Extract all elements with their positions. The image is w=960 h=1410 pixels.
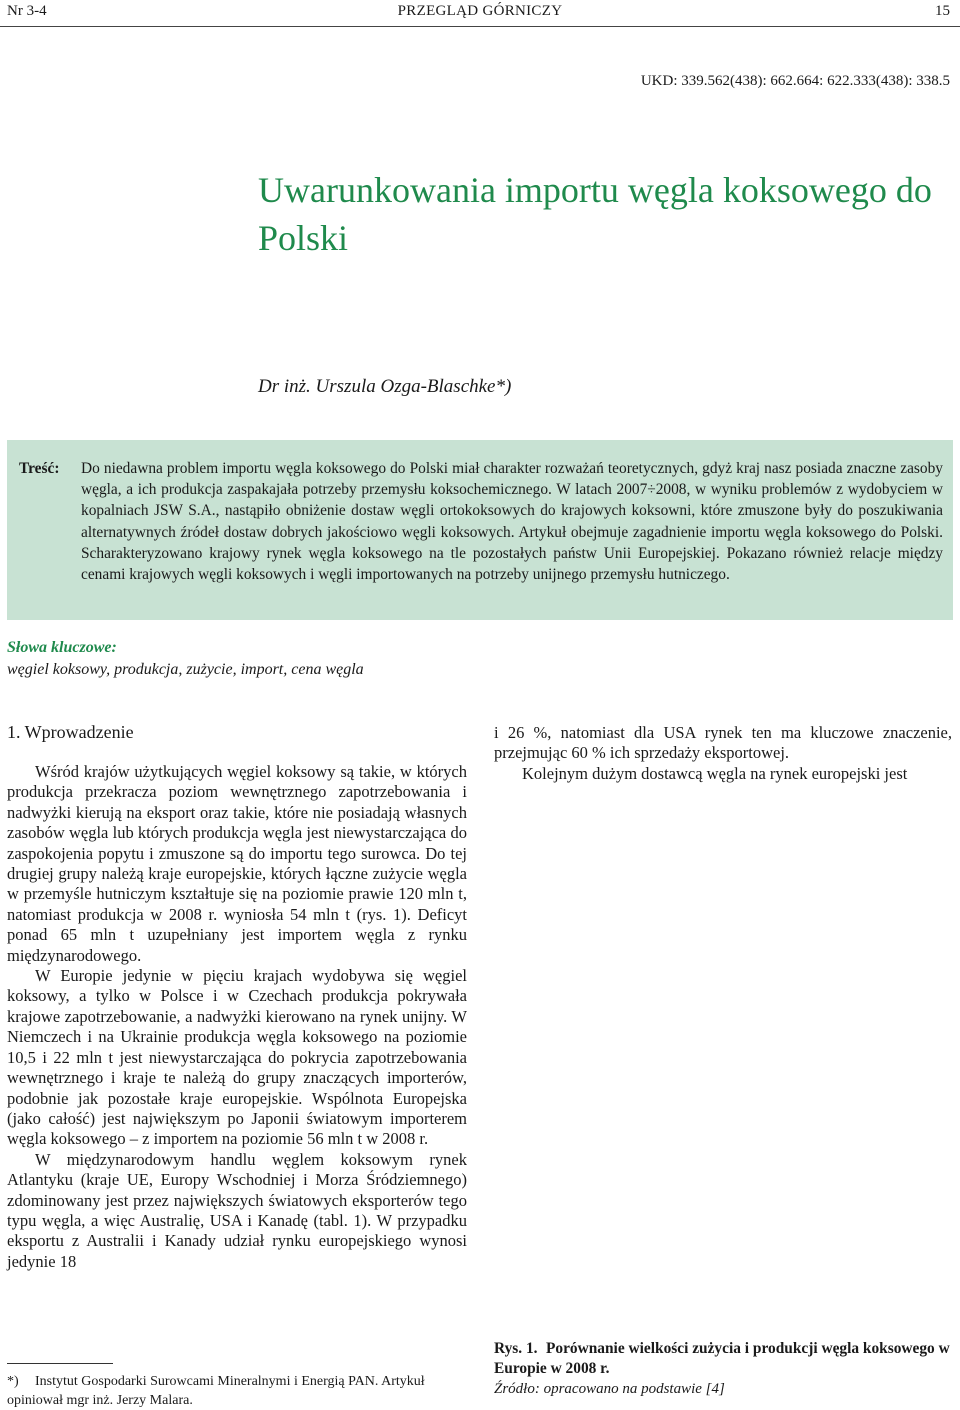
footnote-divider (7, 1363, 113, 1364)
right-column (494, 723, 952, 784)
article-title: Uwarunkowania importu węgla koksowego do Polski (258, 170, 932, 258)
body-paragraph: Kolejnym dużym dostawcą węgla na rynek europejski jest (522, 763, 908, 783)
body-paragraph: i 26 %, natomiast dla USA rynek ten ma kluczowe znaczenie, przejmując 60 % ich sprzedaży eksportowej. (494, 723, 952, 763)
footnote-text: Instytut Gospodarki Surowcami Mineralnymi i Energią PAN. Artykuł opiniował mgr inż. Jerzy Malara. (7, 1374, 425, 1408)
left-column (7, 762, 467, 1272)
journal-issue: Nr 3-4 (7, 3, 47, 19)
body-paragraph: W międzynarodowym handlu węglem koksowym rynek Atlantyku (kraje UE, Europy Wschodniej i Morza Śródziemnego) zdominowany jest przez największych światowych eksporterów tego typu węgla, a więc Australię, USA i Kanadę (tabl. 1). W przypadku eksportu z Australii i Kanady udział rynku europejskiego wynosi jedynie 18 (7, 1149, 467, 1271)
figure-caption-text: Porównanie wielkości zużycia i produkcji węgla koksowego w Europie w 2008 r. (494, 1340, 950, 1377)
figure-source: Źródło: opracowano na podstawie [4] (494, 1381, 725, 1397)
abstract-label: Treść: (19, 460, 60, 477)
page-number: 15 (935, 3, 950, 19)
figure-number: Rys. 1. (494, 1340, 538, 1357)
figure-caption (494, 1339, 952, 1379)
header-divider (0, 26, 960, 27)
udc-code: UKD: 339.562(438): 662.664: 622.333(438): 338.5 (640, 73, 950, 89)
keywords-label: Słowa kluczowe: (7, 639, 117, 656)
abstract-box (7, 440, 953, 620)
article-author: Dr inż. Urszula Ozga-Blaschke*) (258, 376, 512, 397)
journal-name: PRZEGLĄD GÓRNICZY (397, 3, 563, 19)
section-title: 1. Wprowadzenie (7, 722, 134, 742)
abstract-text: Do niedawna problem importu węgla koksowego do Polski miał charakter rozważań teoretycznych, gdyż kraj nasz posiada znaczne zasoby węgla, a ich produkcja zaspakajała potrzeby przemysłu koksochemicznego. W latach 2007÷2008, w wyniku problemów z wydobyciem w kopalniach JSW S.A., nastąpiło obniżenie dostaw węgli ortokoksowych do krajowych koksowni, które zmuszone były do poszukiwania alternatywnych źródeł dostaw dobrych jakościowo węgli koksowych. Artykuł obejmuje zagadnienie importu węgla koksowego do Polski. Scharakteryzowano krajowy rynek węgla koksowego na tle pozostałych państw Unii Europejskiej. Pokazano również relacje między cenami krajowych węgli koksowych i węgli importowanych na potrzeby unijnego przemysłu hutniczego. (81, 460, 943, 584)
body-paragraph: Wśród krajów użytkujących węgiel koksowy są takie, w których produkcja przekracza poziom wewnętrznego zapotrzebowania i nadwyżki kierują na eksport oraz takie, które nie posiadają własnych zasobów węgla lub których produkcja węgla jest niewystarczająca do zaspokojenia popytu i zmuszone są do importu tego surowca. Do tej drugiej grupy należą kraje europejskie, których łączne zużycie węgla w przemyśle hutniczym kształtuje się na poziomie prawie 120 mln t, natomiast produkcja w 2008 r. wyniosła 54 mln t (rys. 1). Deficyt ponad 65 mln t uzupełniany jest importem węgla z rynku międzynarodowego. (7, 762, 467, 965)
footnote (7, 1372, 467, 1410)
keywords-text: węgiel koksowy, produkcja, zużycie, import, cena węgla (7, 661, 364, 678)
body-paragraph: W Europie jedynie w pięciu krajach wydobywa się węgiel koksowy, a tylko w Polsce i w Czechach produkcja pokrywała krajowe zapotrzebowanie, a nadwyżki kierowano na rynek unijny. W Niemczech i na Ukrainie produkcja węgla koksowego na poziomie 10,5 i 22 mln t jest niewystarczająca do pokrycia zapotrzebowania wewnętrznego i kraje te należą do grupy znaczących importerów, podobnie jak pozostałe kraje europejskie. Wspólnota Europejska (jako całość) jest największym po Japonii światowym importerem węgla koksowego – z importem na poziomie 56 mln t w 2008 r. (7, 966, 467, 1149)
footnote-mark: *) (7, 1374, 19, 1389)
